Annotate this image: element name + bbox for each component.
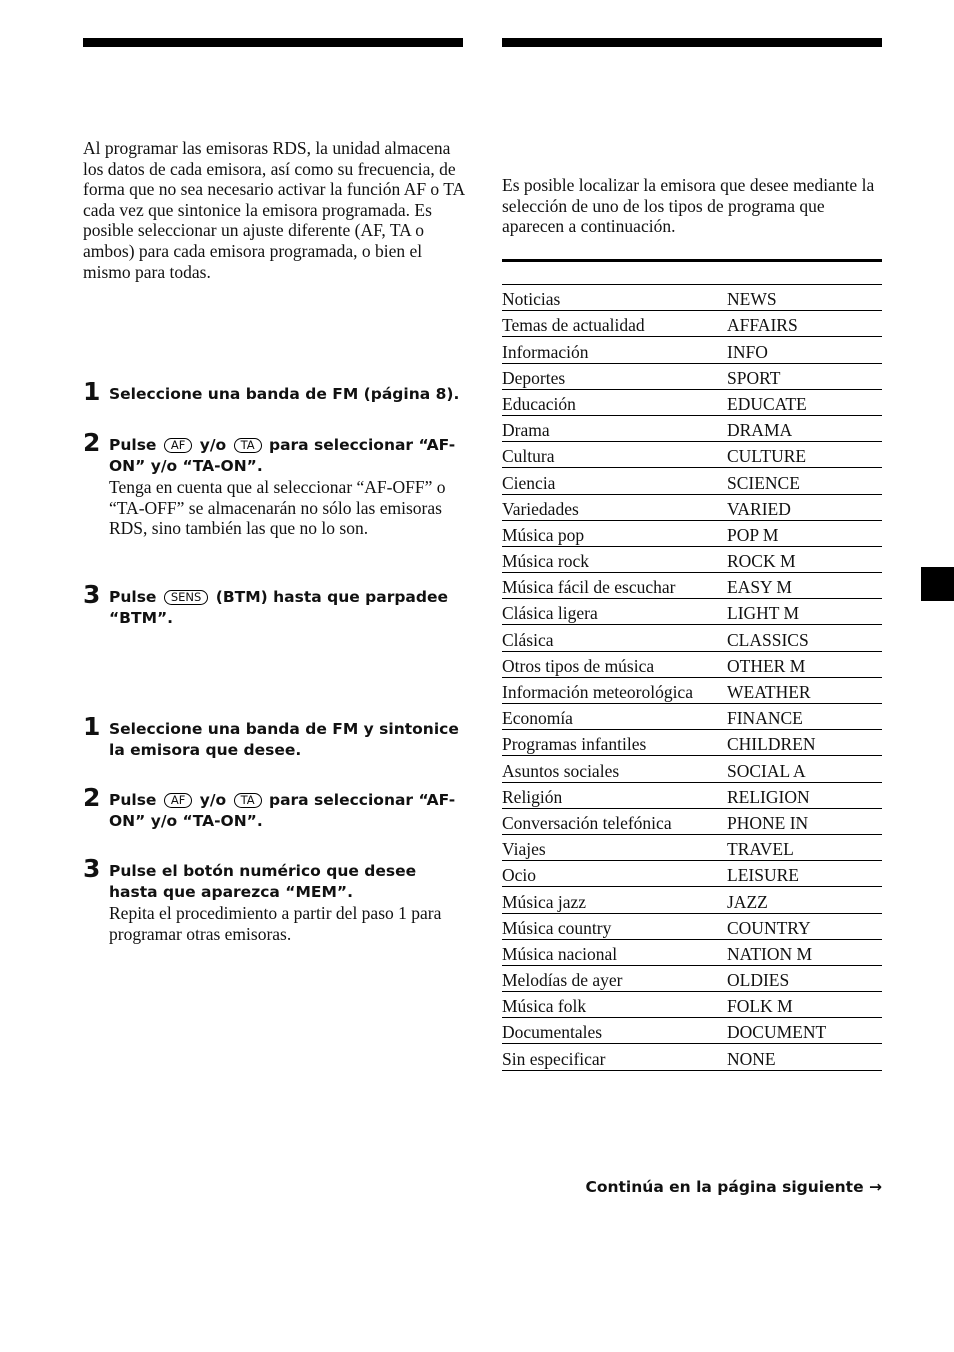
program-type-code: COUNTRY (727, 917, 811, 938)
procedure2-step-2 (83, 783, 468, 832)
program-type-name: Ciencia (502, 472, 556, 493)
table-row (502, 547, 882, 573)
program-type-name: Conversación telefónica (502, 812, 672, 833)
table-row (502, 521, 882, 547)
program-type-name: Programas infantiles (502, 734, 647, 755)
instr-text: para seleccionar “AF-ON” y/o “TA-ON”. (109, 436, 456, 475)
instr-text: Pulse (109, 436, 157, 454)
program-type-code: RELIGION (727, 786, 810, 807)
step-number: 3 (83, 580, 101, 609)
procedure2-step-1 (83, 712, 468, 761)
program-type-name: Educación (502, 393, 576, 414)
table-row (502, 914, 882, 940)
table-row (502, 311, 882, 337)
table-row (502, 783, 882, 809)
program-type-name: Temas de actualidad (502, 315, 645, 336)
table-row (502, 678, 882, 704)
program-type-code: OLDIES (727, 970, 790, 991)
program-type-name: Información (502, 341, 589, 362)
program-type-code: EASY M (727, 577, 792, 598)
table-row (502, 390, 882, 416)
table-row (502, 652, 882, 678)
program-type-code: TRAVEL (727, 839, 794, 860)
step-note: Repita el procedimiento a partir del paso 1 para programar otras emisoras. (109, 903, 442, 944)
table-row (502, 756, 882, 782)
table-row (502, 416, 882, 442)
table-row (502, 284, 882, 311)
program-type-name: Clásica (502, 629, 554, 650)
table-row (502, 887, 882, 913)
table-row (502, 442, 882, 468)
program-type-code: SOCIAL A (727, 760, 806, 781)
procedure2-step-3 (83, 854, 468, 944)
program-type-name: Variedades (502, 498, 579, 519)
right-intro-paragraph: Es posible localizar la emisora que desee mediante la selección de uno de los tipos de programa que aparecen a continuación. (502, 175, 875, 237)
program-type-code: WEATHER (727, 682, 811, 702)
procedure1-step-1 (83, 377, 468, 406)
table-row (502, 835, 882, 861)
program-type-name: Música jazz (502, 891, 587, 912)
table-row (502, 573, 882, 599)
program-type-code: VARIED (727, 498, 791, 519)
instr-text: y/o (199, 791, 227, 809)
program-type-code: SPORT (727, 367, 781, 388)
left-intro-paragraph: Al programar las emisoras RDS, la unidad almacena los datos de cada emisora, así como su frecuencia, de forma que no sea necesario activar la función AF o TA cada vez que sintonice la emisora programada. Es posible seleccionar un ajuste diferente (AF, TA o ambos) para cada emisora programada, o bien el mismo para todas. (83, 138, 465, 282)
program-type-name: Deportes (502, 367, 566, 388)
program-type-name: Cultura (502, 446, 555, 467)
step-number: 2 (83, 428, 101, 457)
ta-button-icon: TA (234, 438, 262, 453)
af-button-icon: AF (164, 438, 192, 453)
program-type-code: CHILDREN (727, 734, 816, 755)
left-heading-bar (83, 38, 463, 47)
program-type-code: DRAMA (727, 420, 793, 441)
procedure1-step-3 (83, 580, 468, 629)
program-type-name: Asuntos sociales (502, 760, 620, 781)
program-type-code: NEWS (727, 289, 777, 310)
program-type-name: Música folk (502, 996, 587, 1017)
table-row (502, 495, 882, 521)
program-type-name: Otros tipos de música (502, 655, 655, 676)
program-type-code: SCIENCE (727, 472, 800, 493)
table-header-spacer (502, 262, 882, 284)
program-type-code: AFFAIRS (727, 315, 798, 336)
program-type-code: FINANCE (727, 708, 803, 729)
program-type-name: Sin especificar (502, 1048, 606, 1069)
af-button-icon: AF (164, 793, 192, 808)
program-type-code: OTHER M (727, 655, 806, 676)
program-type-code: CULTURE (727, 446, 807, 467)
table-row (502, 861, 882, 887)
section-tab-marker (921, 567, 954, 601)
table-row (502, 1018, 882, 1044)
table-row (502, 704, 882, 730)
program-type-code: ROCK M (727, 551, 796, 572)
program-type-code: LIGHT M (727, 603, 800, 624)
program-type-code: CLASSICS (727, 629, 809, 650)
step-instruction (109, 435, 468, 477)
step-instruction: Seleccione una banda de FM y sintonice la emisora que desee. (109, 720, 459, 759)
program-type-name: Melodías de ayer (502, 970, 623, 991)
program-type-name: Información meteorológica (502, 682, 693, 702)
program-type-code: JAZZ (727, 891, 768, 912)
arrow-right-icon: → (869, 1178, 882, 1196)
table-row (502, 599, 882, 625)
program-type-name: Música country (502, 917, 612, 938)
instr-text: (BTM) hasta que parpadee “BTM”. (109, 588, 449, 627)
step-number: 2 (83, 783, 101, 812)
instr-text: y/o (199, 436, 227, 454)
table-row (502, 940, 882, 966)
program-type-name: Noticias (502, 289, 561, 310)
program-type-code: FOLK M (727, 996, 793, 1017)
program-type-table (502, 259, 882, 1071)
right-heading-bar (502, 38, 882, 47)
table-row (502, 625, 882, 651)
program-type-name: Viajes (502, 839, 546, 860)
program-type-code: DOCUMENT (727, 1022, 827, 1043)
table-row (502, 468, 882, 494)
step-number: 1 (83, 712, 101, 741)
continue-footer (585, 1178, 882, 1196)
step-number: 3 (83, 854, 101, 883)
program-type-name: Clásica ligera (502, 603, 598, 624)
step-instruction (109, 790, 468, 832)
program-type-name: Ocio (502, 865, 537, 886)
instr-text: Pulse (109, 791, 157, 809)
program-type-code: NONE (727, 1048, 776, 1069)
program-type-name: Religión (502, 786, 563, 807)
step-number: 1 (83, 377, 101, 406)
instr-text: Pulse (109, 588, 157, 606)
program-type-name: Música rock (502, 551, 589, 572)
table-row (502, 730, 882, 756)
program-type-name: Música pop (502, 524, 585, 545)
step-instruction: Seleccione una banda de FM (página 8). (109, 385, 460, 403)
step-note: Tenga en cuenta que al seleccionar “AF-OFF” o “TA-OFF” se almacenarán no sólo las emisoras RDS, sino también las que no lo son. (109, 477, 446, 539)
ta-button-icon: TA (234, 793, 262, 808)
table-row (502, 966, 882, 992)
sens-button-icon: SENS (164, 590, 208, 605)
table-row (502, 809, 882, 835)
instr-text: para seleccionar “AF-ON” y/o “TA-ON”. (109, 791, 456, 830)
table-row (502, 1044, 882, 1070)
table-body (502, 284, 882, 1071)
program-type-code: INFO (727, 341, 768, 362)
table-row (502, 337, 882, 363)
program-type-name: Drama (502, 420, 550, 441)
table-row (502, 992, 882, 1018)
program-type-code: PHONE IN (727, 812, 809, 833)
program-type-name: Música fácil de escuchar (502, 577, 676, 598)
step-instruction (109, 587, 468, 629)
program-type-name: Economía (502, 708, 573, 729)
continue-text: Continúa en la página siguiente (585, 1178, 864, 1196)
table-row (502, 364, 882, 390)
program-type-code: EDUCATE (727, 393, 807, 414)
program-type-code: LEISURE (727, 865, 799, 886)
program-type-code: NATION M (727, 943, 813, 964)
program-type-name: Música nacional (502, 943, 618, 964)
procedure1-step-2 (83, 428, 468, 539)
step-instruction: Pulse el botón numérico que desee hasta que aparezca “MEM”. (109, 862, 417, 901)
program-type-code: POP M (727, 524, 779, 545)
program-type-name: Documentales (502, 1022, 603, 1043)
